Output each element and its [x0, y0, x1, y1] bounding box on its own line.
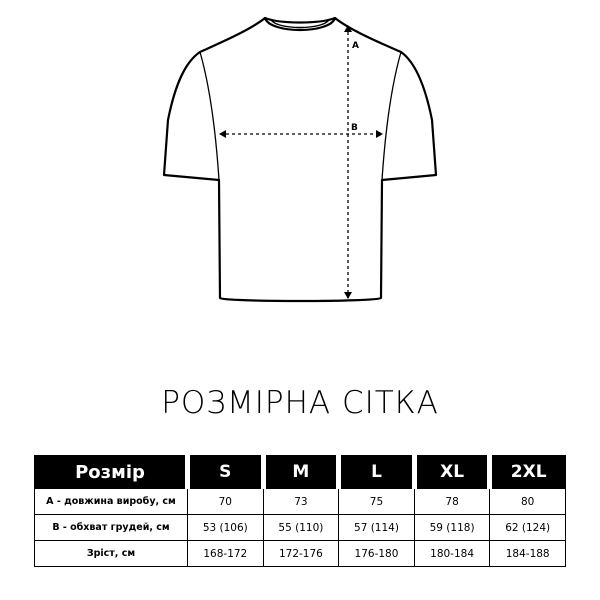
table-header-size-label: Розмір [35, 456, 188, 489]
table-cell: 59 (118) [414, 515, 490, 541]
table-header-size: S [188, 456, 264, 489]
table-row [35, 541, 566, 567]
table-cell: 53 (106) [188, 515, 264, 541]
table-cell: 57 (114) [339, 515, 415, 541]
table-cell: 180-184 [414, 541, 490, 567]
row-label: В - обхват грудей, см [35, 515, 188, 541]
table-cell: 168-172 [188, 541, 264, 567]
table-cell: 73 [263, 489, 339, 515]
table-cell: 70 [188, 489, 264, 515]
table-cell: 80 [490, 489, 566, 515]
table-cell: 75 [339, 489, 415, 515]
table-header-size: XL [414, 456, 490, 489]
table-cell: 184-188 [490, 541, 566, 567]
table-header-size: 2XL [490, 456, 566, 489]
table-cell: 62 (124) [490, 515, 566, 541]
table-header-row [35, 456, 566, 489]
table-cell: 176-180 [339, 541, 415, 567]
table-header-size: L [339, 456, 415, 489]
table-cell: 172-176 [263, 541, 339, 567]
measure-a-label: A [352, 41, 359, 51]
row-label: Зріст, см [35, 541, 188, 567]
table-row [35, 515, 566, 541]
measure-b-label: B [351, 123, 358, 133]
table-row [35, 489, 566, 515]
row-label: А - довжина виробу, см [35, 489, 188, 515]
size-chart-table [34, 455, 566, 567]
table-cell: 78 [414, 489, 490, 515]
table-cell: 55 (110) [263, 515, 339, 541]
table-header-size: M [263, 456, 339, 489]
page-title: РОЗМІРНА СІТКА [161, 385, 439, 421]
